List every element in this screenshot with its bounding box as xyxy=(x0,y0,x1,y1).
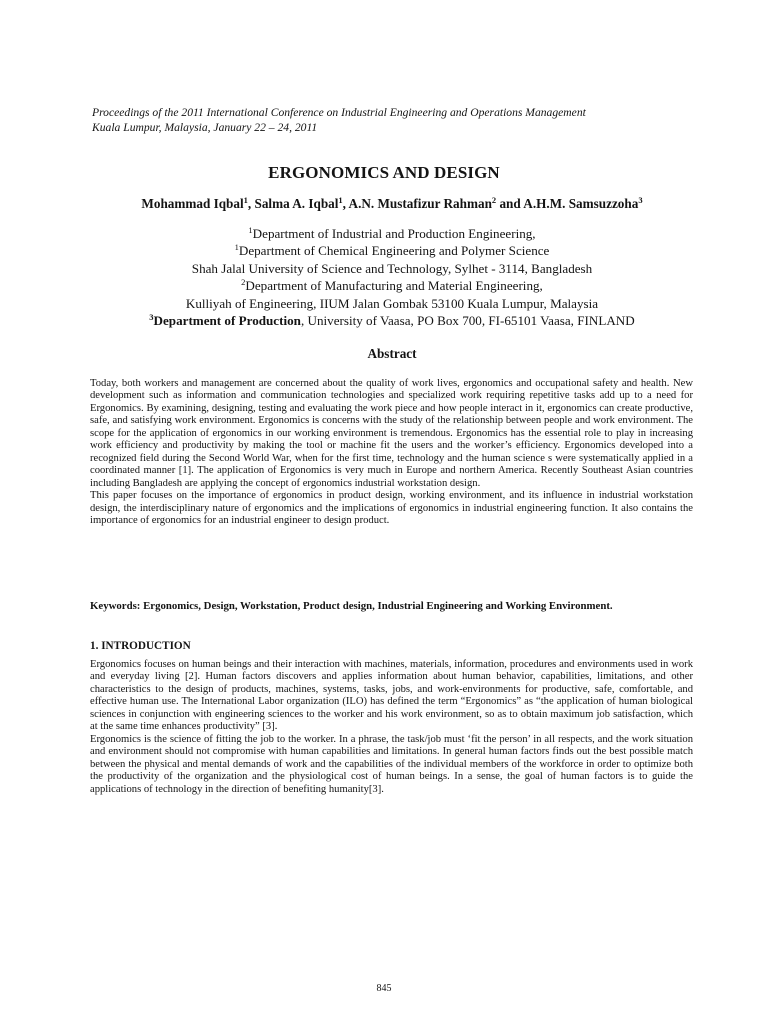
affiliation-text: Department of Industrial and Production Engineering, xyxy=(252,226,536,241)
author-name: Salma A. Iqbal xyxy=(254,196,339,211)
abstract-body xyxy=(90,378,693,527)
affiliation-mark: 3 xyxy=(149,312,154,323)
introduction-body xyxy=(90,659,693,796)
affiliation-line xyxy=(0,295,768,312)
affiliation-line xyxy=(0,242,768,259)
author-name: A.H.M. Samsuzzoha xyxy=(523,196,639,211)
affiliation-line xyxy=(0,225,768,242)
affiliation-text: Kulliyah of Engineering, IIUM Jalan Gombak 53100 Kuala Lumpur, Malaysia xyxy=(185,295,599,311)
author-affiliation-mark: 1 xyxy=(243,195,248,205)
conference-line-2: Kuala Lumpur, Malaysia, January 22 – 24, 2011 xyxy=(92,120,318,134)
page-number: 845 xyxy=(376,983,392,994)
author-affiliation-mark: 1 xyxy=(338,195,343,205)
affiliation-department: Department of Production xyxy=(153,313,301,329)
paper-title: ERGONOMICS AND DESIGN xyxy=(268,163,500,182)
section-heading-introduction: 1. INTRODUCTION xyxy=(90,640,191,652)
author-list xyxy=(0,196,768,212)
abstract-paragraph: Today, both workers and management are concerned about the quality of work lives, ergonomics and occupational safety and health. New development such as information and communication technologies and specialized work requiring repetitive tasks add up to a need for Ergonomics. By examining, designing, testing and evaluating the work piece and how people interact in it, ergonomics can create productive, safe, and satisfying work environment. Ergonomics is concerns with the study of the relationship between people and work environment. The scope for the application of ergonomics in our working environment is tremendous. Ergonomics has the essential role to play in increasing work efficiency and productivity by making the tool or machine fit the users and the worker’s efficiency. Ergonomics developed into a recognized field during the Second World War, when for the first time, technology and the human science s were systematically applied in a coordinated manner [1]. The application of Ergonomics is very much in Europe and northern America. Recently Southeast Asian countries including Bangladesh are applying the concept of ergonomics industrial workstation design. xyxy=(90,378,693,489)
affiliation-line xyxy=(0,312,768,329)
author-name: A.N. Mustafizur Rahman xyxy=(348,196,492,211)
affiliation-mark: 1 xyxy=(234,242,239,253)
author-affiliation-mark: 3 xyxy=(638,195,643,205)
author-separator: , xyxy=(247,196,255,211)
introduction-paragraph: Ergonomics focuses on human beings and their interaction with machines, materials, information, procedures and environments used in work and everyday living [2]. Human factors discovers and applies information about human behavior, capabilities, limitations, and other characteristics to the design of products, machines, systems, tasks, jobs, and work-environments for productive, safe, comfortable, and effective human use. The International Labor organization (ILO) has defined the term “Ergonomics” as “the application of human biological sciences in conjunction with engineering sciences to the worker and his work environment, so as to obtain maximum job satisfaction, which at the same time enhances productivity” [3]. xyxy=(90,659,693,733)
abstract-paragraph: This paper focuses on the importance of ergonomics in product design, working environment, and its influence in industrial workstation design, the interdisciplinary nature of ergonomics and the implications of ergonomics in industrial engineering function. It also contains the importance of ergonomics for an industrial engineer to design product. xyxy=(90,490,693,526)
affiliation-mark: 2 xyxy=(241,277,246,288)
affiliation-line xyxy=(0,277,768,294)
author-separator: and xyxy=(496,196,524,211)
affiliation-list xyxy=(0,225,768,329)
keywords: Keywords: Ergonomics, Design, Workstation, Product design, Industrial Engineering and Working Environment. xyxy=(90,600,613,612)
author-name: Mohammad Iqbal xyxy=(141,196,244,211)
conference-header xyxy=(92,106,712,135)
affiliation-mark: 1 xyxy=(248,225,253,235)
affiliation-line xyxy=(0,260,768,277)
conference-line-1: Proceedings of the 2011 International Conference on Industrial Engineering and Operations Management xyxy=(92,106,586,119)
affiliation-text: , University of Vaasa, PO Box 700, FI-65101 Vaasa, FINLAND xyxy=(300,313,635,329)
introduction-paragraph: Ergonomics is the science of fitting the job to the worker. In a phrase, the task/job must ‘fit the person’ in all respects, and the work situation and environment should not compromise with human capabilities and limitations. In general human factors finds out the best possible match between the physical and mental demands of work and the capabilities of the individual members of the workforce in order to optimize both the productivity of the organization and the physiological cost of human beings. In a sense, the goal of human factors is to guide the applications of technology in the direction of benefiting humanity[3]. xyxy=(90,733,693,795)
author-affiliation-mark: 2 xyxy=(491,195,497,205)
affiliation-text: Department of Chemical Engineering and Polymer Science xyxy=(238,243,550,259)
affiliation-text: Shah Jalal University of Science and Technology, Sylhet - 3114, Bangladesh xyxy=(191,260,593,276)
affiliation-text: Department of Manufacturing and Material Engineering, xyxy=(245,278,543,294)
author-separator: , xyxy=(342,196,349,211)
abstract-heading: Abstract xyxy=(367,346,417,361)
